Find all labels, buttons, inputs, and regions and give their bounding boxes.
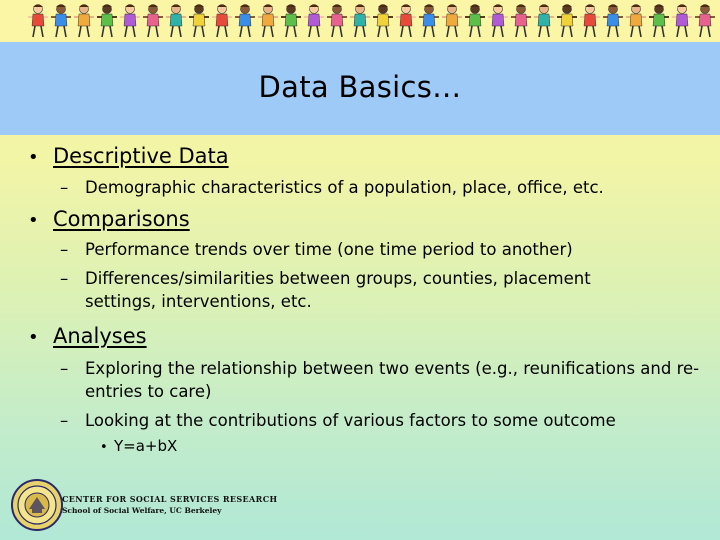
dash-marker: – bbox=[60, 411, 69, 430]
slide-title: Data Basics… bbox=[258, 70, 462, 104]
dash-marker: – bbox=[60, 178, 69, 197]
bullet-descriptive-data bbox=[28, 144, 229, 168]
subitem-text: Demographic characteristics of a population, place, office, etc. bbox=[85, 178, 604, 197]
subitem-text: Exploring the relationship between two events (e.g., reunifications and re-entries to care) bbox=[85, 359, 700, 401]
bullet-label: Analyses bbox=[53, 324, 147, 348]
subitem bbox=[60, 409, 710, 432]
dash-marker: – bbox=[60, 240, 69, 259]
subitem bbox=[60, 176, 710, 199]
formula-item bbox=[100, 437, 177, 455]
bullet-analyses bbox=[28, 324, 147, 348]
bullet-marker: • bbox=[28, 210, 39, 231]
bullet-label: Descriptive Data bbox=[53, 144, 229, 168]
bullet-marker: • bbox=[100, 440, 108, 455]
subitem bbox=[60, 238, 710, 261]
subitem bbox=[60, 357, 710, 403]
bullet-comparisons bbox=[28, 207, 190, 231]
footer-org: CENTER FOR SOCIAL SERVICES RESEARCH bbox=[62, 494, 278, 504]
university-seal-icon bbox=[11, 479, 63, 531]
footer-school: School of Social Welfare, UC Berkeley bbox=[62, 506, 222, 515]
dash-marker: – bbox=[60, 269, 69, 288]
bullet-label: Comparisons bbox=[53, 207, 190, 231]
bullet-marker: • bbox=[28, 327, 39, 348]
subitem-text: Looking at the contributions of various factors to some outcome bbox=[85, 411, 616, 430]
subitem-text: Performance trends over time (one time period to another) bbox=[85, 240, 573, 259]
subitem bbox=[60, 267, 660, 313]
bullet-marker: • bbox=[28, 147, 39, 168]
dash-marker: – bbox=[60, 359, 69, 378]
formula-text: Y=a+bX bbox=[114, 437, 178, 455]
subitem-text: Differences/similarities between groups, counties, placement settings, interventions, etc. bbox=[85, 269, 591, 311]
